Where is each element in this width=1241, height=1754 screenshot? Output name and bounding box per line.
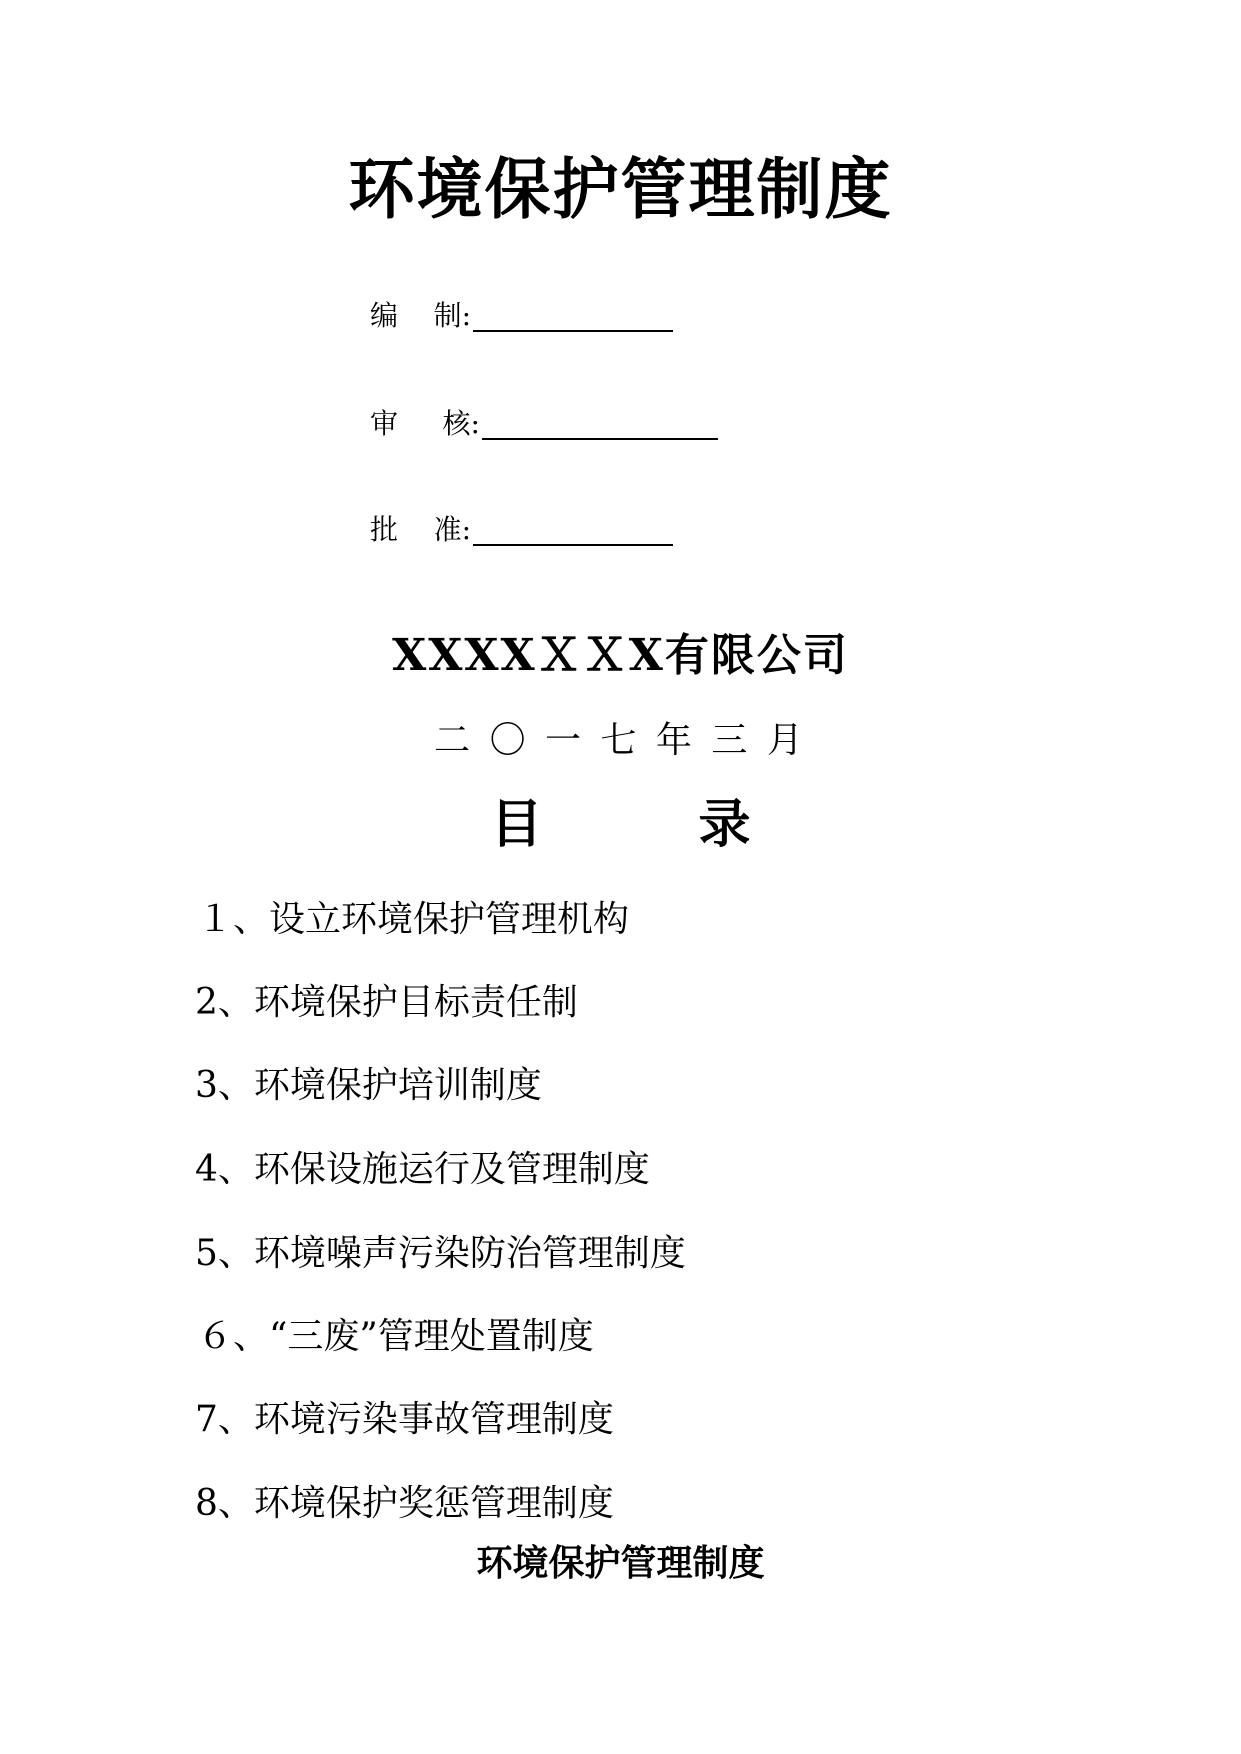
signature-label: 批 准: [370, 513, 472, 546]
company-name: XXXXＸＸX有限公司 [392, 630, 849, 681]
document-title: 环境保护管理制度 [348, 151, 893, 228]
toc-item: 7、环境污染事故管理制度 [195, 1399, 614, 1440]
toc-item: 2、环境保护目标责任制 [195, 982, 578, 1023]
signature-label: 编 制: [370, 299, 472, 332]
toc-heading: 目 录 [490, 795, 751, 855]
toc-item: １、设立环境保护管理机构 [197, 899, 630, 940]
document-date: 二 〇 一 七 年 三 月 [434, 720, 807, 761]
section-title: 环境保护管理制度 [476, 1543, 765, 1584]
signature-label: 审 核: [370, 407, 480, 440]
toc-item: 5、环境噪声污染防治管理制度 [195, 1233, 686, 1274]
toc-item: 8、环境保护奖惩管理制度 [195, 1483, 614, 1524]
toc-item: 3、环境保护培训制度 [195, 1065, 542, 1106]
toc-item: ６、“三废”管理处置制度 [197, 1316, 594, 1357]
toc-item: 4、环保设施运行及管理制度 [195, 1149, 650, 1190]
